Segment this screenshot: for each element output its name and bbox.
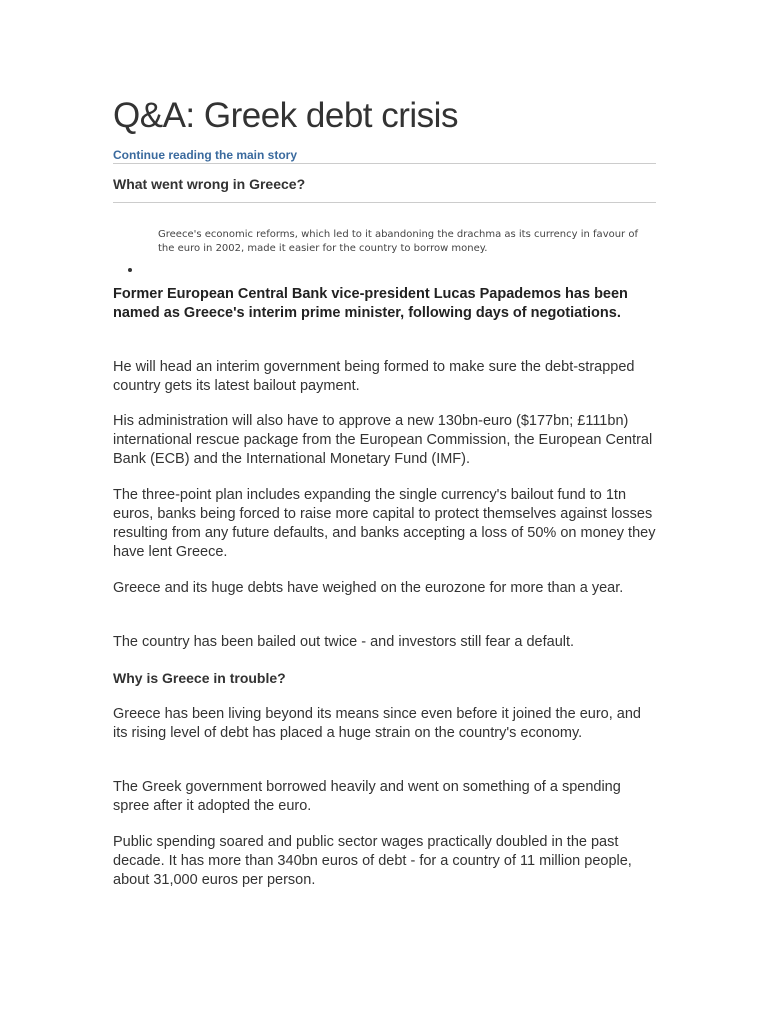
paragraph: Greece and its huge debts have weighed on the eurozone for more than a year. (113, 580, 624, 596)
paragraph: Greece has been living beyond its means since even before it joined the euro, and its rising level of debt has placed a huge strain on the country's economy. (113, 706, 641, 741)
section-heading-why-trouble: Why is Greece in trouble? (113, 670, 286, 686)
page-title: Q&A: Greek debt crisis (113, 96, 458, 135)
list-item (128, 260, 132, 272)
paragraph: He will head an interim government being formed to make sure the debt-strapped country gets its latest bailout payment. (113, 359, 635, 394)
paragraph: Public spending soared and public sector wages practically doubled in the past decade. It has more than 340bn euros of debt - for a country of 11 million people, about 31,000 euros per person. (113, 834, 632, 888)
lead-paragraph: Former European Central Bank vice-president Lucas Papademos has been named as Greece's interim prime minister, following days of negotiations. (113, 286, 628, 321)
divider (113, 202, 656, 203)
bullet-icon (128, 268, 132, 272)
section-heading-what-went-wrong: What went wrong in Greece? (113, 176, 306, 192)
image-caption: Greece's economic reforms, which led to it abandoning the drachma as its currency in favour of the euro in 2002, made it easier for the country to borrow money. (158, 229, 638, 254)
bullet-list (128, 260, 132, 272)
paragraph: His administration will also have to approve a new 130bn-euro ($177bn; £111bn) international rescue package from the European Commission, the European Central Bank (ECB) and the International Monetary Fund (IMF). (113, 413, 653, 467)
continue-reading-link[interactable]: Continue reading the main story (113, 148, 298, 162)
paragraph: The three-point plan includes expanding the single currency's bailout fund to 1tn euros, banks being forced to raise more capital to protect themselves against losses resulting from any future defaults, and banks accepting a loss of 50% on money they have lent Greece. (113, 487, 656, 560)
paragraph: The country has been bailed out twice - and investors still fear a default. (113, 634, 575, 650)
divider (113, 163, 656, 164)
paragraph: The Greek government borrowed heavily and went on something of a spending spree after it adopted the euro. (113, 779, 621, 814)
